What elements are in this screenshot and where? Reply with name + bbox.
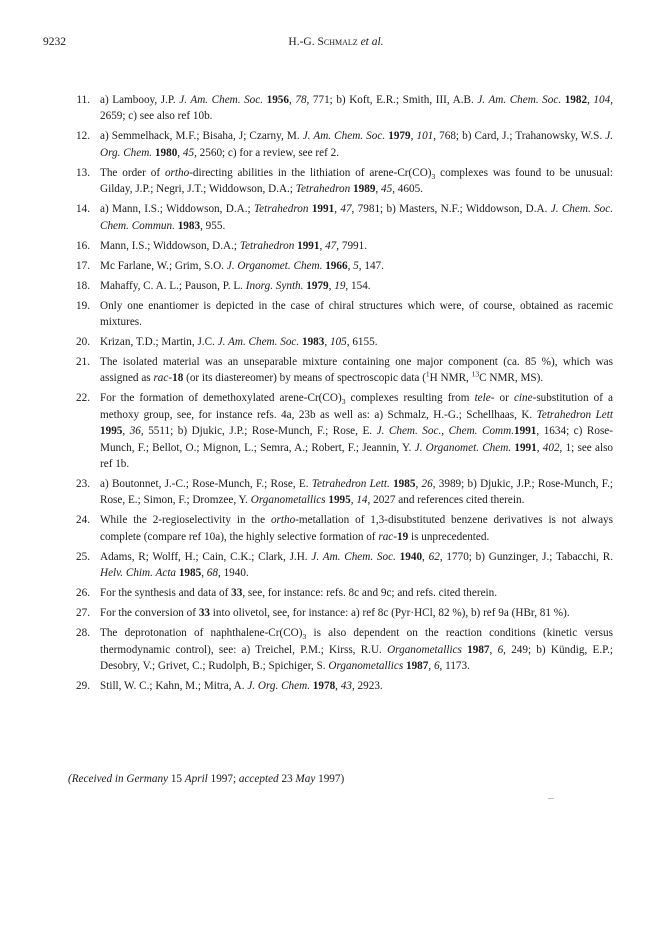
- reference-segment: ,: [489, 643, 498, 656]
- reference-number: 22.: [76, 392, 90, 405]
- reference-segment: 47: [325, 239, 337, 252]
- reference-segment: 3: [302, 632, 307, 642]
- reference-segment: 1940: [399, 550, 423, 563]
- reference-segment: 101: [416, 130, 434, 143]
- reference-segment: ,: [410, 130, 417, 143]
- reference-segment: , 1; see also ref 1b.: [100, 441, 614, 471]
- reference-segment: 33: [198, 607, 210, 620]
- reference-segment: 1966: [325, 259, 348, 272]
- reference-text: [100, 356, 613, 384]
- reference-segment: Only one enantiomer is depicted in the case of chiral structures which were, of course, obtained as racemic mixtures.: [100, 299, 613, 329]
- reference-segment: , 4605.: [392, 183, 423, 196]
- reference-text: [100, 203, 613, 231]
- running-head-initials: H.-G.: [288, 36, 318, 48]
- reference-segment: The isolated material was an unseparable mixture containing one major component (ca. 85 %), which was assigned as: [100, 356, 613, 385]
- reference-text: [100, 280, 371, 292]
- reference-item: [68, 258, 613, 274]
- reference-number: 19.: [76, 299, 90, 312]
- reference-segment: Tetrahedron: [239, 239, 295, 252]
- reference-segment: complexes was found to be unusual: Gilday, J.P.; Negri, J.T.; Widdowson, D.A.;: [100, 166, 613, 196]
- reference-item: [68, 390, 613, 472]
- reference-segment: , 1940.: [217, 567, 249, 580]
- reference-segment: , 2027 and references cited therein.: [367, 494, 525, 507]
- reference-segment: 26: [421, 478, 433, 491]
- reference-segment: J. Chem. Soc., Chem. Comm.: [376, 425, 514, 438]
- reference-text: [100, 167, 613, 195]
- reference-segment: ,: [334, 203, 341, 216]
- reference-text: [100, 607, 570, 619]
- reference-text: [100, 392, 613, 470]
- reference-segment: 1987: [467, 643, 490, 656]
- reference-segment: Tetrahedron: [295, 183, 351, 196]
- reference-segment: a) Mann, I.S.; Widdowson, D.A.;: [100, 203, 254, 216]
- reference-segment: 45: [182, 146, 195, 159]
- reference-segment: For the formation of demethoxylated arene-Cr(CO): [100, 392, 342, 405]
- reference-text: [100, 336, 378, 348]
- received-label: (Received in Germany: [68, 773, 169, 785]
- reference-segment: ,: [328, 279, 335, 292]
- reference-segment: 78: [295, 94, 307, 106]
- reference-segment: -: [393, 530, 397, 543]
- reference-segment: 1991: [514, 425, 537, 438]
- reference-segment: , 147.: [358, 259, 384, 272]
- reference-number: 26.: [76, 587, 90, 600]
- reference-segment: -substitution of a methoxy group, see, for instance refs. 4a, 23b as well as: a) Schmalz, H.-G.; Schellhaas, K.: [100, 392, 614, 421]
- running-head: [43, 36, 629, 48]
- reference-item: [68, 605, 613, 621]
- reference-segment: 1987: [405, 660, 429, 673]
- reference-segment: Adams, R; Wolff, H.; Cain, C.K.; Clark, J.H.: [100, 550, 312, 563]
- reference-segment: Tetrahedron: [253, 203, 309, 216]
- reference-segment: 33: [231, 587, 243, 600]
- accepted-label: accepted: [238, 773, 279, 785]
- reference-number: 29.: [76, 680, 90, 693]
- reference-text: [100, 478, 613, 506]
- reference-segment: 6: [497, 643, 504, 656]
- reference-segment: The deprotonation of naphthalene-Cr(CO): [100, 627, 303, 640]
- received-month: April: [184, 773, 208, 785]
- reference-segment: 36: [129, 425, 141, 438]
- reference-segment: Mahaffy, C. A. L.; Pauson, P. L.: [100, 279, 246, 292]
- reference-item: [68, 334, 613, 350]
- reference-text: [100, 514, 613, 542]
- reference-segment: 1985: [178, 567, 202, 580]
- reference-segment: , 154.: [345, 279, 371, 292]
- reference-segment: rac: [153, 372, 169, 385]
- reference-segment: , 2659; c) see also ref 10b.: [100, 94, 613, 123]
- reference-segment: ,: [177, 146, 183, 159]
- reference-segment: Tetrahedron Lett: [536, 408, 613, 421]
- reference-segment: ,: [415, 478, 422, 491]
- reference-segment: J. Org. Chem.: [100, 130, 613, 159]
- reference-segment: complexes resulting from: [345, 392, 475, 405]
- reference-segment: Organometallics: [328, 660, 404, 673]
- reference-item: [68, 512, 613, 545]
- reference-number: 13.: [76, 166, 90, 179]
- reference-segment: , 1173.: [439, 660, 470, 673]
- reference-segment: 1995: [100, 425, 123, 438]
- reference-segment: H NMR,: [429, 372, 472, 385]
- reference-item: [68, 165, 613, 198]
- reference-item: [68, 298, 613, 331]
- reference-number: 14.: [76, 203, 90, 216]
- reference-segment: Organometallics: [250, 494, 326, 507]
- reference-segment: ,: [319, 239, 326, 252]
- reference-segment: C NMR, MS).: [479, 372, 544, 385]
- received-year: 1997;: [207, 773, 239, 785]
- reference-segment: into olivetol, see, for instance: a) ref 8c (Pyr·HCl, 82 %), b) ref 9a (HBr, 81 %).: [210, 607, 570, 620]
- reference-segment: Mc Farlane, W.; Grim, S.O.: [100, 259, 227, 272]
- reference-segment: ,: [288, 94, 296, 106]
- accepted-date: 23: [278, 773, 296, 785]
- reference-number: 27.: [76, 607, 90, 620]
- reference-segment: tele: [474, 392, 491, 405]
- reference-segment: Still, W. C.; Kahn, M.; Mitra, A.: [100, 680, 248, 693]
- reference-segment: For the synthesis and data of: [100, 587, 232, 600]
- reference-segment: 1991: [297, 239, 320, 252]
- reference-segment: 1985: [393, 478, 416, 491]
- reference-segment: 5: [353, 259, 359, 272]
- reference-segment: J. Am. Chem. Soc.: [302, 130, 386, 143]
- reference-item: [68, 278, 613, 294]
- reference-segment: a) Lambooy, J.P.: [100, 94, 180, 106]
- reference-segment: , 2923.: [351, 680, 383, 693]
- reference-number: 23.: [76, 478, 90, 491]
- reference-segment: 1978: [312, 680, 336, 693]
- reference-segment: Mann, I.S.; Widdowson, D.A.;: [100, 239, 240, 252]
- reference-segment: 1995: [328, 494, 351, 507]
- reference-text: [100, 130, 613, 158]
- reference-text: [100, 627, 613, 672]
- reference-text: [100, 587, 497, 599]
- reference-segment: 1983: [177, 219, 201, 232]
- reference-segment: ,: [536, 441, 543, 454]
- reference-segment: 45: [381, 183, 393, 196]
- reference-segment: 13: [471, 369, 480, 379]
- reference-text: [100, 551, 613, 579]
- reference-segment: Inorg. Synth.: [245, 279, 304, 292]
- reference-segment: ,: [324, 336, 330, 349]
- reference-segment: J. Org. Chem.: [247, 680, 310, 693]
- reference-segment: 3: [341, 397, 346, 407]
- reference-segment: Organometallics: [387, 643, 462, 656]
- reference-segment: J. Am. Chem. Soc.: [311, 550, 396, 563]
- reference-number: 16.: [76, 239, 90, 252]
- reference-segment: rac: [378, 530, 394, 543]
- reference-text: [100, 240, 367, 252]
- reference-segment: , 6155.: [346, 336, 378, 349]
- reference-item: [68, 476, 613, 509]
- reference-segment: 19: [334, 279, 346, 292]
- reference-segment: , 7981; b) Masters, N.F.; Widdowson, D.A.: [351, 203, 551, 216]
- reference-text: [100, 94, 613, 122]
- reference-segment: ,: [335, 680, 341, 693]
- reference-segment: is also dependent on the reaction conditions (kinetic versus thermodynamic control), see: a) Treichel, P.M.; Kirss, R.U.: [100, 627, 613, 656]
- reference-segment: 19: [397, 530, 409, 543]
- reference-segment: ,: [350, 494, 357, 507]
- reference-number: 25.: [76, 550, 90, 563]
- reference-item: [68, 549, 613, 582]
- accepted-month: May: [295, 773, 316, 785]
- reference-segment: Tetrahedron Lett.: [311, 478, 390, 491]
- reference-segment: 105: [329, 336, 347, 349]
- reference-item: [68, 625, 613, 674]
- reference-segment: J. Organomet. Chem.: [226, 259, 323, 272]
- reference-segment: -directing abilities in the lithiation of arene-Cr(CO): [189, 166, 432, 179]
- reference-text: [100, 300, 613, 328]
- reference-item: [68, 92, 613, 125]
- reference-segment: 1983: [301, 336, 325, 349]
- reference-segment: a) Boutonnet, J.-C.; Rose-Munch, F.; Rose, E.: [100, 478, 312, 491]
- reference-segment: Helv. Chim. Acta: [100, 567, 177, 580]
- reference-segment: 1979: [388, 130, 411, 143]
- reference-segment: J. Am. Chem. Soc.: [217, 336, 300, 349]
- reference-segment: 1991: [514, 441, 537, 454]
- reference-segment: Krizan, T.D.; Martin, J.C.: [100, 336, 218, 349]
- reference-number: 24.: [76, 514, 90, 527]
- reference-segment: is unprecedented.: [408, 530, 490, 543]
- reference-segment: 6: [433, 660, 440, 673]
- reference-segment: , see, for instance: refs. 8c and 9c; and refs. cited therein.: [242, 587, 498, 600]
- reference-segment: , 955.: [200, 219, 226, 232]
- reference-segment: 1991: [311, 203, 335, 216]
- reference-segment: 1: [425, 369, 430, 379]
- reference-segment: J. Am. Chem. Soc.: [477, 94, 562, 106]
- reference-segment: 402: [542, 441, 560, 454]
- reference-item: [68, 354, 613, 387]
- reference-segment: ortho: [164, 166, 190, 179]
- reference-segment: , 249; b) Kündig, E.P.; Desobry, V.; Grivet, C.; Rudolph, B.; Spichiger, S.: [100, 643, 614, 673]
- reference-segment: 47: [340, 203, 352, 216]
- accepted-year: 1997): [315, 773, 345, 785]
- reference-segment: J. Chem. Soc. Chem. Commun.: [100, 203, 614, 232]
- reference-segment: 1989: [353, 183, 376, 196]
- reference-segment: , 771; b) Koft, E.R.; Smith, III, A.B.: [306, 94, 478, 106]
- reference-segment: While the 2-regioselectivity in the: [100, 514, 271, 527]
- reference-segment: ,: [587, 94, 594, 106]
- reference-segment: J. Organomet. Chem.: [414, 441, 512, 454]
- reference-segment: cine: [513, 392, 533, 405]
- received-note: [68, 773, 613, 785]
- reference-segment: ,: [122, 425, 130, 438]
- reference-segment: 1982: [564, 94, 588, 106]
- received-date: 15: [168, 773, 185, 785]
- reference-segment: a) Semmelhack, M.F.; Bisaha, J; Czarny, M.: [100, 130, 303, 143]
- reference-segment: , 5511; b) Djukic, J.P.; Rose-Munch, F.; Rose, E.: [140, 425, 377, 438]
- reference-segment: 18: [172, 372, 184, 385]
- running-head-name: Schmalz: [317, 36, 358, 48]
- reference-segment: -metallation of 1,3-disubstituted benzene derivatives is not always complete (compare ref 10a), the highly selective formation of: [100, 514, 613, 543]
- reference-segment: ,: [201, 567, 207, 580]
- reference-number: 11.: [76, 94, 90, 106]
- reference-segment: The order of: [100, 166, 165, 179]
- running-head-etal: et al.: [357, 36, 384, 48]
- reference-number: 28.: [76, 627, 90, 640]
- reference-text: [100, 680, 383, 692]
- reference-segment: 3: [431, 172, 436, 182]
- scan-mark: [548, 798, 554, 799]
- reference-item: [68, 678, 613, 694]
- reference-segment: 1980: [154, 146, 178, 159]
- reference-segment: , 1634; c) Rose-Munch, F.; Bellot, O.; Mignon, L.; Semra, A.; Robert, F.; Jeannin, Y.: [100, 425, 613, 454]
- reference-segment: , 2560; c) for a review, see ref 2.: [194, 146, 340, 159]
- reference-text: [100, 260, 384, 272]
- reference-item: [68, 585, 613, 601]
- reference-segment: 62: [428, 550, 440, 563]
- reference-segment: ,: [428, 660, 434, 673]
- reference-segment: 1979: [306, 279, 329, 292]
- reference-number: 12.: [76, 130, 90, 143]
- reference-segment: (or its diastereomer) by means of spectroscopic data (: [183, 372, 426, 385]
- reference-segment: , 3989; b) Djukic, J.P.; Rose-Munch, F.; Rose, E.; Simon, F.; Dromzee, Y.: [100, 478, 613, 507]
- reference-list: [68, 92, 613, 698]
- reference-segment: ,: [422, 550, 429, 563]
- reference-item: [68, 128, 613, 161]
- page-number: 9232: [43, 36, 66, 48]
- reference-segment: , 768; b) Card, J.; Trahanowsky, W.S.: [433, 130, 606, 143]
- reference-segment: - or: [490, 392, 514, 405]
- reference-segment: 68: [206, 567, 218, 580]
- reference-number: 17.: [76, 259, 90, 272]
- reference-segment: For the conversion of: [100, 607, 199, 620]
- reference-segment: 104: [593, 94, 611, 106]
- reference-segment: -: [168, 372, 173, 385]
- reference-segment: 1956: [266, 94, 289, 106]
- reference-segment: ,: [347, 259, 354, 272]
- reference-segment: , 1770; b) Gunzinger, J.; Tabacchi, R.: [439, 550, 614, 563]
- reference-segment: J. Am. Chem. Soc.: [179, 94, 264, 106]
- reference-number: 18.: [76, 279, 90, 292]
- reference-segment: , 7991.: [336, 239, 368, 252]
- reference-segment: 14: [356, 494, 368, 507]
- reference-item: [68, 238, 613, 254]
- reference-segment: ,: [375, 183, 382, 196]
- reference-segment: 43: [340, 680, 352, 693]
- reference-number: 20.: [76, 336, 90, 349]
- reference-item: [68, 201, 613, 234]
- reference-segment: ortho: [270, 514, 296, 527]
- reference-number: 21.: [76, 356, 90, 369]
- page-header: [43, 36, 629, 52]
